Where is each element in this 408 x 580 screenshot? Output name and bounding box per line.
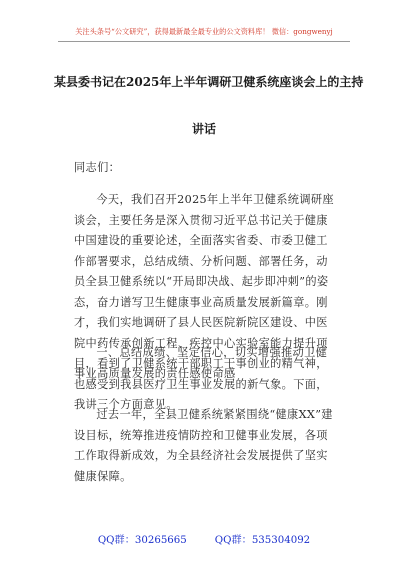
section-heading-1: 一、总结成绩、坚定信心，切实增强推动卫健事业高质量发展的责任感使命感 <box>74 346 328 380</box>
document-title: 某县委书记在2025年上半年调研卫健系统座谈会上的主持 <box>54 75 364 89</box>
qq-group-2: QQ群：535304092 <box>214 535 311 546</box>
header-divider <box>58 41 350 42</box>
paragraph-intro: 今天，我们召开2025年上半年卫健系统调研座谈会，主要任务是深入贯彻习近平总书记关于健康中国建设的重要论述，全面落实省委、市委卫健工作部署要求，总结成绩、分析问题、部署任务，动员全县卫健系统以“开局即决战、起步即冲刺”的姿态，奋力谱写卫生健康事业高质量发展新篇章。刚才，我们实地调研了县人民医院新院区建设、中医院中药传承创新工程、疾控中心实验室能力提升项目，看到了卫健系统干部职工干事创业的精气神，也感受到我县医疗卫生事业发展的新气象。下面，我讲三个方面意见。 <box>74 193 334 411</box>
footer-contact <box>0 534 408 548</box>
qq-group-1: QQ群：30265665 <box>97 535 187 546</box>
salutation: 同志们： <box>74 161 121 174</box>
paragraph-review: 过去一年，全县卫健系统紧紧围绕“健康XX”建设目标，统筹推进疫情防控和卫健事业发展，各项工作取得新成效，为全县经济社会发展提供了坚实健康保障。 <box>74 408 333 483</box>
document-title-continuation: 讲话 <box>191 122 216 136</box>
header-banner: 关注头条号“公文研究”，获得最新最全最专业的公文资料库！ 微信：gongwenyj <box>75 27 333 36</box>
